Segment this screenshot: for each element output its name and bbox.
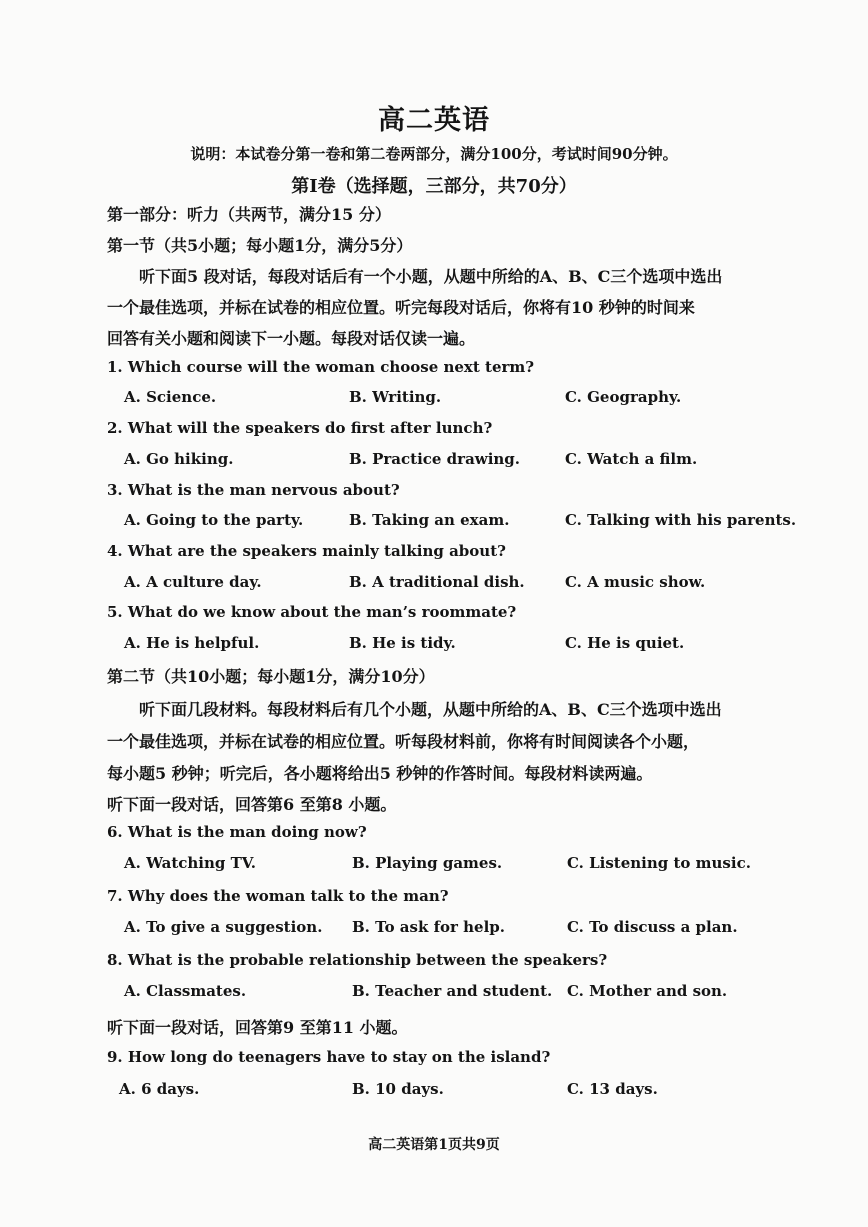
- question-text: 9. How long do teenagers have to stay on the island?: [107, 1048, 551, 1066]
- option-c: C. A music show.: [565, 573, 706, 591]
- exam-title: 高二英语: [378, 105, 490, 136]
- option-a: A. Classmates.: [124, 982, 247, 1000]
- instruction-line: 一个最佳选项，并标在试卷的相应位置。听每段材料前，你将有时间阅读各个小题，: [107, 732, 700, 751]
- instruction-line: 一个最佳选项，并标在试卷的相应位置。听完每段对话后，你将有10 秒钟的时间来: [107, 298, 695, 317]
- option-b: B. Practice drawing.: [349, 450, 521, 468]
- option-c: C. Mother and son.: [567, 982, 728, 1000]
- option-b: B. He is tidy.: [349, 634, 456, 652]
- section-heading: 第二节（共10小题；每小题1分，满分10分）: [107, 667, 435, 686]
- option-a: A. 6 days.: [119, 1080, 200, 1098]
- question-text: 3. What is the man nervous about?: [107, 481, 400, 499]
- question-text: 2. What will the speakers do first after lunch?: [107, 419, 493, 437]
- option-c: C. Watch a film.: [565, 450, 698, 468]
- option-c: C. Geography.: [565, 388, 682, 406]
- question-text: 4. What are the speakers mainly talking about?: [107, 542, 506, 560]
- option-a: A. To give a suggestion.: [124, 918, 323, 936]
- question-text: 6. What is the man doing now?: [107, 823, 367, 841]
- option-b: B. 10 days.: [352, 1080, 444, 1098]
- option-b: B. A traditional dish.: [349, 573, 525, 591]
- question-text: 8. What is the probable relationship between the speakers?: [107, 951, 608, 969]
- option-c: C. Listening to music.: [567, 854, 751, 872]
- option-b: B. Teacher and student.: [352, 982, 553, 1000]
- section-heading: 第一节（共5小题；每小题1分，满分5分）: [107, 236, 413, 255]
- part-heading: 第一部分：听力（共两节，满分15 分）: [107, 205, 391, 224]
- option-c: C. To discuss a plan.: [567, 918, 738, 936]
- exam-note: 说明：本试卷分第一卷和第二卷两部分，满分100分，考试时间90分钟。: [190, 145, 678, 163]
- question-text: 5. What do we know about the man’s roommate?: [107, 603, 517, 621]
- question-text: 7. Why does the woman talk to the man?: [107, 887, 449, 905]
- option-b: B. Writing.: [349, 388, 442, 406]
- group-instruction: 听下面一段对话，回答第6 至第8 小题。: [107, 795, 397, 814]
- instruction-line: 每小题5 秒钟；听完后，各小题将给出5 秒钟的作答时间。每段材料读两遍。: [107, 764, 653, 783]
- group-instruction: 听下面一段对话，回答第9 至第11 小题。: [107, 1018, 408, 1037]
- option-c: C. 13 days.: [567, 1080, 658, 1098]
- instruction-line: 回答有关小题和阅读下一小题。每段对话仅读一遍。: [107, 329, 476, 348]
- option-a: A. He is helpful.: [124, 634, 260, 652]
- instruction-line: 听下面几段材料。每段材料后有几个小题，从题中所给的A、B、C三个选项中选出: [139, 700, 722, 719]
- option-a: A. Go hiking.: [124, 450, 234, 468]
- option-a: A. Going to the party.: [124, 511, 304, 529]
- option-b: B. Taking an exam.: [349, 511, 510, 529]
- option-b: B. Playing games.: [352, 854, 503, 872]
- volume-heading: 第I卷（选择题，三部分，共70分）: [291, 176, 577, 197]
- question-text: 1. Which course will the woman choose next term?: [107, 358, 535, 376]
- option-c: C. Talking with his parents.: [565, 511, 797, 529]
- option-a: A. A culture day.: [124, 573, 262, 591]
- option-a: A. Watching TV.: [124, 854, 257, 872]
- page-footer: 高二英语第1页共9页: [368, 1137, 500, 1153]
- option-c: C. He is quiet.: [565, 634, 685, 652]
- option-a: A. Science.: [124, 388, 217, 406]
- instruction-line: 听下面5 段对话，每段对话后有一个小题，从题中所给的A、B、C三个选项中选出: [139, 267, 723, 286]
- option-b: B. To ask for help.: [352, 918, 506, 936]
